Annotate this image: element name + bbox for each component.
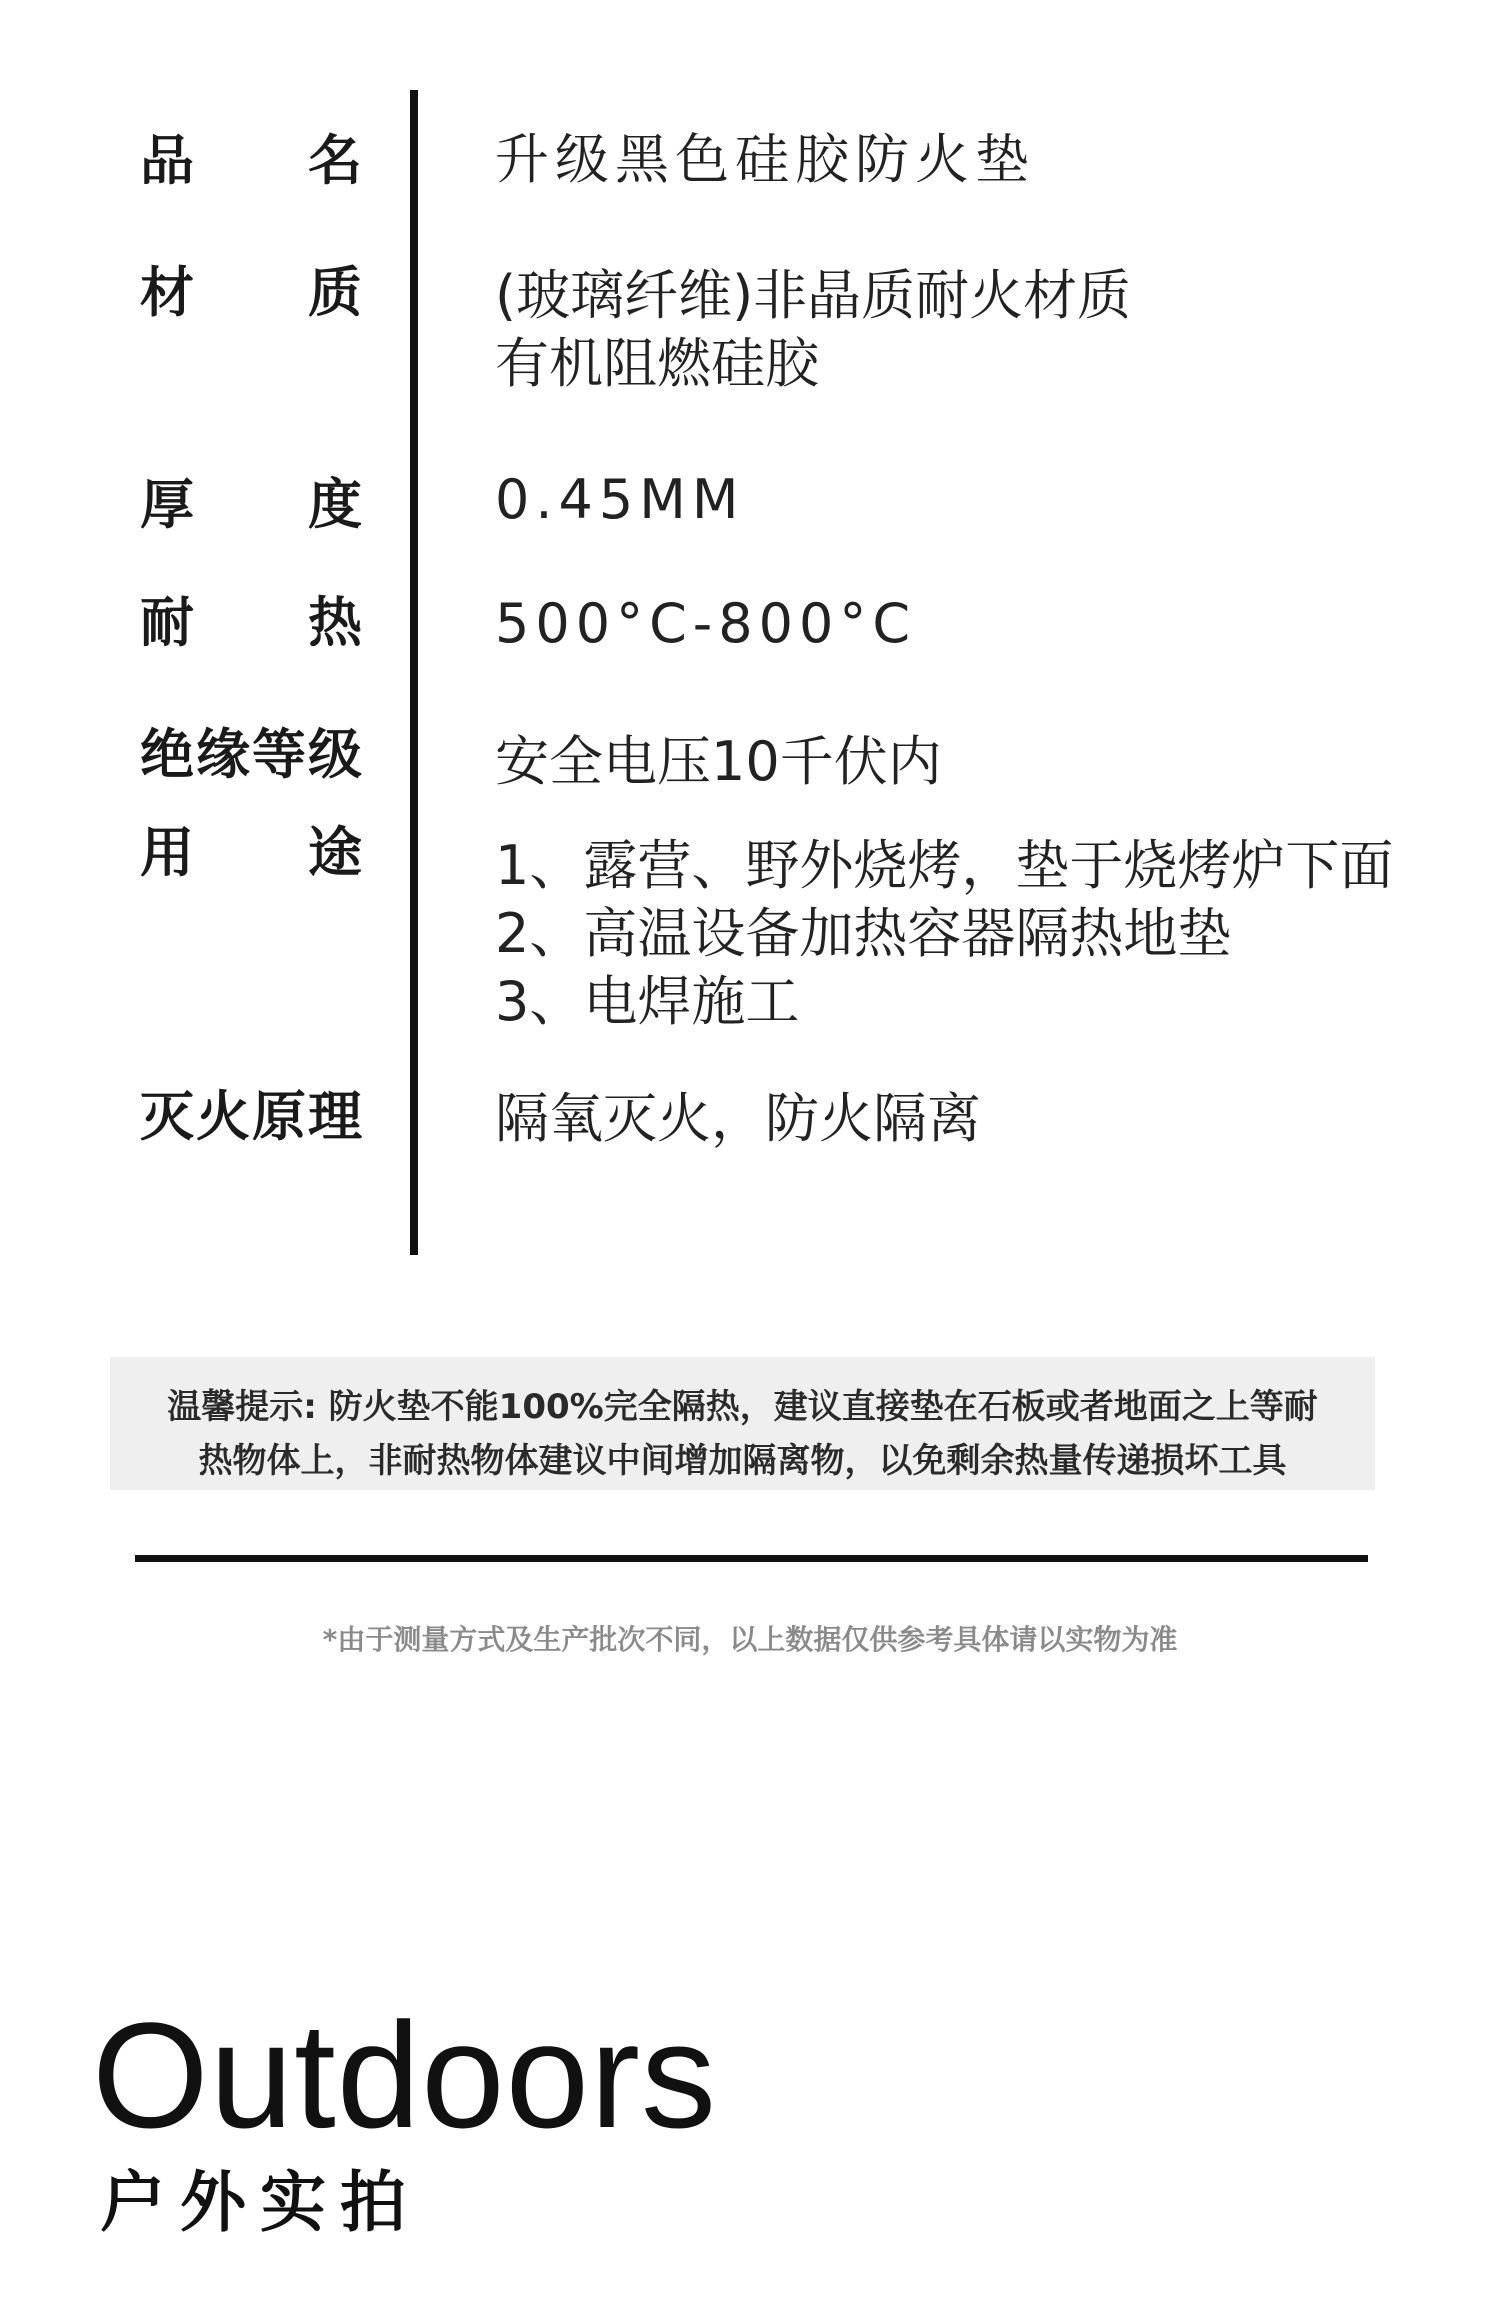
vertical-divider [410, 90, 418, 1255]
spec-value-line: 升级黑色硅胶防火垫 [495, 128, 1035, 191]
spec-value-line: 500°C-800°C [495, 592, 917, 655]
spec-value-line: 1、露营、野外烧烤，垫于烧烤炉下面 [495, 834, 1394, 897]
spec-label: 用途 [140, 821, 362, 884]
spec-label: 灭火原理 [140, 1085, 362, 1148]
disclaimer-text: *由于测量方式及生产批次不同，以上数据仅供参考具体请以实物为准 [322, 1623, 1178, 1656]
spec-value-line: 隔氧灭火，防火隔离 [495, 1087, 981, 1150]
notice-box [110, 1357, 1375, 1490]
spec-value [495, 590, 916, 658]
section-title: Outdoors [92, 1991, 717, 2159]
spec-value-line: (玻璃纤维)非晶质耐火材质 [495, 264, 1132, 327]
notice-line: 温馨提示: 防火垫不能100%完全隔热，建议直接垫在石板或者地面之上等耐 [167, 1387, 1318, 1427]
spec-value [495, 728, 942, 796]
horizontal-divider [135, 1555, 1368, 1562]
spec-label: 厚度 [140, 473, 362, 536]
spec-label: 绝缘等级 [140, 723, 362, 786]
spec-value [495, 126, 1035, 194]
spec-value-line: 安全电压10千伏内 [495, 730, 942, 793]
spec-value [495, 832, 1393, 1036]
spec-value-line: 2、高温设备加热容器隔热地垫 [495, 902, 1232, 965]
spec-value-line: 3、电焊施工 [495, 970, 800, 1033]
notice-line: 热物体上，非耐热物体建议中间增加隔离物，以免剩余热量传递损坏工具 [198, 1441, 1287, 1481]
spec-value-line: 有机阻燃硅胶 [495, 332, 819, 395]
spec-label: 耐热 [140, 591, 362, 654]
spec-value [495, 466, 744, 534]
section-subtitle: 户外实拍 [100, 2164, 420, 2241]
spec-value-line: 0.45MM [495, 468, 745, 531]
spec-value [495, 1085, 981, 1153]
spec-label: 材质 [140, 261, 362, 324]
spec-label: 品名 [140, 129, 362, 192]
spec-value [495, 262, 1131, 398]
